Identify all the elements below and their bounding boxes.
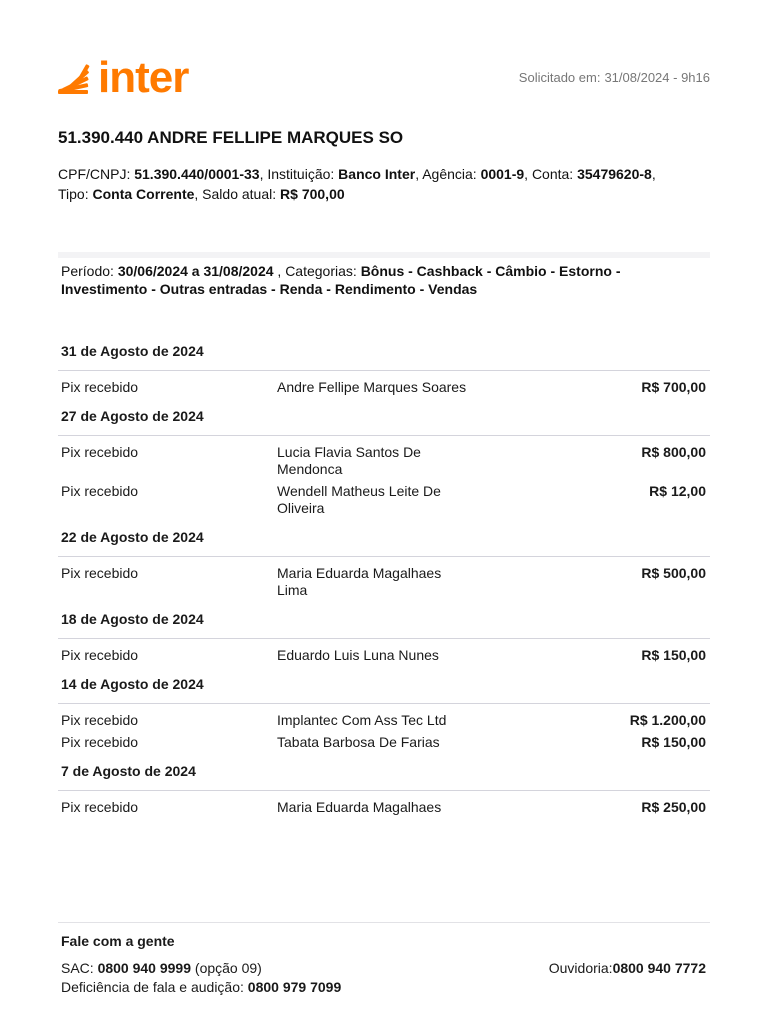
sac-contact xyxy=(61,960,262,976)
account-holder: 51.390.440 ANDRE FELLIPE MARQUES SO xyxy=(58,128,404,147)
balance-value: R$ 700,00 xyxy=(280,186,345,202)
transaction-row xyxy=(58,712,710,729)
day-group xyxy=(58,529,710,599)
day-group xyxy=(58,408,710,517)
transaction-type: Pix recebido xyxy=(61,712,139,728)
categories-value: Bônus - Cashback - Câmbio - Estorno - Investimento - Outras entradas - Renda - Rendimento - Vendas xyxy=(61,263,621,297)
footer-divider xyxy=(58,922,710,923)
footer-title: Fale com a gente xyxy=(61,933,175,949)
transaction-counterparty: Lucia Flavia Santos De Mendonca xyxy=(277,444,421,477)
day-group xyxy=(58,611,710,664)
transaction-amount: R$ 500,00 xyxy=(641,565,706,581)
day-date: 31 de Agosto de 2024 xyxy=(61,343,204,359)
transactions-list xyxy=(58,343,710,828)
day-date: 14 de Agosto de 2024 xyxy=(61,676,204,692)
day-date: 18 de Agosto de 2024 xyxy=(61,611,204,627)
institution-label: , Instituição: xyxy=(259,166,335,182)
deaf-number: 0800 979 7099 xyxy=(247,979,342,995)
requested-at xyxy=(519,70,710,85)
day-date: 27 de Agosto de 2024 xyxy=(61,408,204,424)
agency-label: , Agência: xyxy=(415,166,477,182)
transaction-counterparty: Wendell Matheus Leite De Oliveira xyxy=(277,483,441,516)
filter-summary xyxy=(58,252,710,298)
transaction-type: Pix recebido xyxy=(61,379,139,395)
institution-value: Banco Inter xyxy=(338,166,416,182)
transaction-counterparty: Implantec Com Ass Tec Ltd xyxy=(277,712,447,728)
doc-value: 51.390.440/0001-33 xyxy=(134,166,260,182)
day-date: 22 de Agosto de 2024 xyxy=(61,529,204,545)
transaction-amount: R$ 1.200,00 xyxy=(629,712,706,728)
account-value: 35479620-8 xyxy=(577,166,652,182)
agency-value: 0001-9 xyxy=(480,166,525,182)
transaction-row xyxy=(58,444,710,478)
transaction-amount: R$ 12,00 xyxy=(649,483,706,499)
doc-label: CPF/CNPJ: xyxy=(58,166,131,182)
deaf-label: Deficiência de fala e audição: xyxy=(61,979,244,995)
transaction-amount: R$ 800,00 xyxy=(641,444,706,460)
sac-note: (opção 09) xyxy=(194,960,262,976)
transaction-row xyxy=(58,647,710,664)
divider xyxy=(58,703,710,704)
transaction-amount: R$ 250,00 xyxy=(641,799,706,815)
categories-label: , Categorias: xyxy=(277,263,357,279)
ouvidoria-number: 0800 940 7772 xyxy=(612,960,706,976)
transaction-amount: R$ 700,00 xyxy=(641,379,706,395)
transaction-row xyxy=(58,379,710,396)
day-date: 7 de Agosto de 2024 xyxy=(61,763,196,779)
day-group xyxy=(58,343,710,396)
transaction-counterparty: Tabata Barbosa De Farias xyxy=(277,734,440,750)
divider xyxy=(58,370,710,371)
day-group xyxy=(58,676,710,751)
divider xyxy=(58,638,710,639)
transaction-counterparty: Andre Fellipe Marques Soares xyxy=(277,379,467,395)
transaction-counterparty: Eduardo Luis Luna Nunes xyxy=(277,647,439,663)
inter-rays-icon xyxy=(58,61,94,95)
transaction-row xyxy=(58,483,710,517)
transaction-type: Pix recebido xyxy=(61,647,139,663)
transaction-type: Pix recebido xyxy=(61,565,139,581)
transaction-type: Pix recebido xyxy=(61,799,139,815)
divider xyxy=(58,790,710,791)
ouvidoria-label: Ouvidoria: xyxy=(548,960,613,976)
transaction-amount: R$ 150,00 xyxy=(641,734,706,750)
transaction-counterparty: Maria Eduarda Magalhaes xyxy=(277,799,442,815)
sac-label: SAC: xyxy=(61,960,94,976)
transaction-counterparty: Maria Eduarda Magalhaes Lima xyxy=(277,565,442,598)
sac-number: 0800 940 9999 xyxy=(97,960,192,976)
type-value: Conta Corrente xyxy=(92,186,195,202)
requested-value: 31/08/2024 - 9h16 xyxy=(604,70,710,85)
transaction-row xyxy=(58,565,710,599)
type-label: Tipo: xyxy=(58,186,89,202)
account-info: CPF/CNPJ: 51.390.440/0001-33, Instituição: Banco Inter, Agência: 0001-9, Conta: 35479620-8, Tipo: Conta Corrente, Saldo atual: R$ 700,00 xyxy=(58,166,656,202)
period-value: 30/06/2024 a 31/08/2024 xyxy=(117,263,274,279)
transaction-type: Pix recebido xyxy=(61,444,139,460)
divider xyxy=(58,435,710,436)
account-label: , Conta: xyxy=(524,166,574,182)
day-group xyxy=(58,763,710,816)
transaction-type: Pix recebido xyxy=(61,734,139,750)
transaction-type: Pix recebido xyxy=(61,483,139,499)
ouvidoria-contact xyxy=(549,960,706,976)
period-label: Período: xyxy=(61,263,114,279)
transaction-row xyxy=(58,799,710,816)
requested-label: Solicitado em: xyxy=(518,70,601,85)
deaf-contact xyxy=(61,979,341,995)
inter-logo xyxy=(58,53,189,102)
transaction-row xyxy=(58,734,710,751)
brand-name: inter xyxy=(98,53,189,102)
divider xyxy=(58,556,710,557)
balance-label: , Saldo atual: xyxy=(194,186,277,202)
transaction-amount: R$ 150,00 xyxy=(641,647,706,663)
